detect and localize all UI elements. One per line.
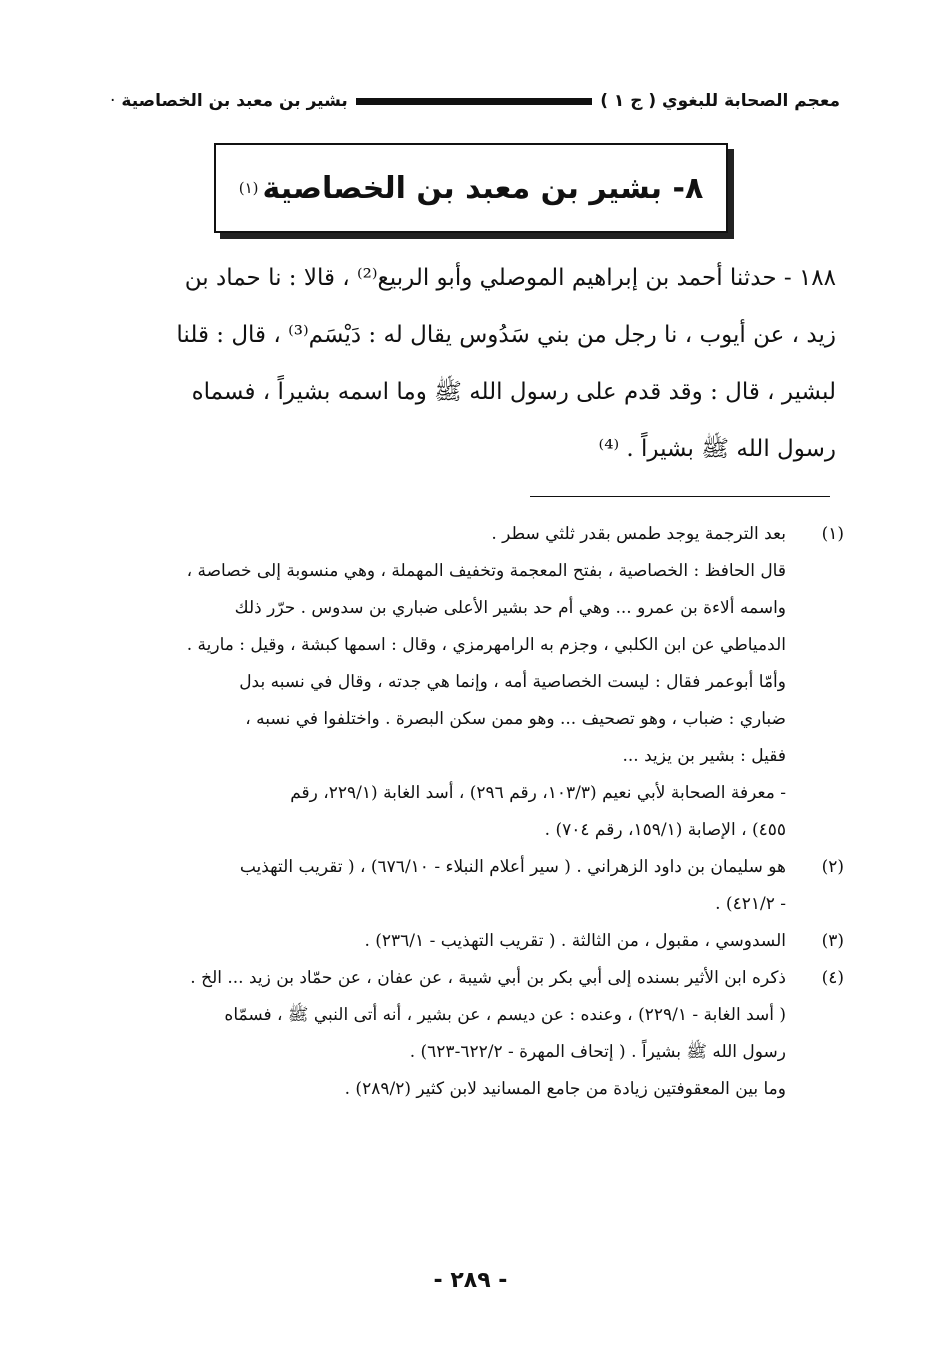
- page-number: - ٢٨٩ -: [433, 1268, 508, 1293]
- footnote-line: الدمياطي عن ابن الكلبي ، وجزم به الرامهرمزي ، وقال : اسمها كبشة ، وقيل : مارية .: [186, 635, 786, 655]
- footnote-4: [112, 960, 844, 1108]
- footnote-line: - ٤٢١/٢) .: [715, 894, 786, 914]
- footnote-line: - معرفة الصحابة لأبي نعيم (١٠٣/٣، رقم ٢٩٦) ، أسد الغابة (٢٢٩/١، رقم: [290, 783, 786, 803]
- running-header: [110, 86, 840, 116]
- footnote-line: فقيل : بشير بن يزيد ...: [622, 746, 786, 766]
- footnote-line: ذكره ابن الأثير بسنده إلى أبي بكر بن أبي شيبة ، عن عفان ، عن حمّاد بن زيد ... الخ .: [190, 968, 786, 988]
- footnote-number: (١): [821, 524, 844, 544]
- footnote-number: (٤): [821, 968, 844, 988]
- footnote-line: واسمه ألاءة بن عمرو ... وهي أم حد بشير الأعلى ضباري بن سدوس . حرّر ذلك: [234, 598, 786, 618]
- footnote-body: [112, 516, 786, 849]
- entry-title-box: [214, 143, 728, 233]
- entry-title: ٨- بشير بن معبد بن الخصاصية: [262, 170, 704, 206]
- footnote-line: رسول الله ﷺ بشيراً . ( إتحاف المهرة - ٦٢٢/٢-٦٢٣) .: [409, 1042, 786, 1062]
- footnote-line: وأمّا أبوعمر فقال : ليست الخصاصية أمه ، وإنما هي جدته ، وقال في نسبه بدل: [239, 672, 786, 692]
- footnote-body: [112, 923, 786, 960]
- footnotes: [112, 516, 844, 1108]
- hadith-line: ١٨٨ - حدثنا أحمد بن إبراهيم الموصلي وأبو الربيع⁽²⁾ ، قالا : نا حماد بن: [184, 265, 836, 291]
- footnote-line: ضباري : ضباب ، وهو تصحيف ... وهو ممن سكن البصرة . واختلفوا في نسبه ،: [245, 709, 786, 729]
- running-header-book-title: معجم الصحابة للبغوي ( ج ١ ): [600, 91, 840, 111]
- running-header-section-title: بشير بن معبد بن الخصاصية: [121, 91, 348, 111]
- footnote-line: وما بين المعقوفتين زيادة من جامع المسانيد لابن كثير (٢٨٩/٢) .: [344, 1079, 786, 1099]
- footnote-1: [112, 516, 844, 849]
- footnote-divider: [530, 496, 830, 497]
- hadith-line: زيد ، عن أيوب ، نا رجل من بني سَدُوس يقال له : دَيْسَم⁽³⁾ ، قال : قلنا: [176, 322, 836, 348]
- running-header-rule: [356, 98, 592, 105]
- footnote-body: [112, 960, 786, 1108]
- running-header-mark: ·: [110, 91, 116, 111]
- footnote-line: ( أسد الغابة - ٢٢٩/١) ، وعنده : عن ديسم ، عن بشير ، أنه أتى النبي ﷺ ، فسمّاه: [224, 1005, 786, 1025]
- footnote-line: بعد الترجمة يوجد طمس بقدر ثلثي سطر .: [491, 524, 786, 544]
- entry-title-note-ref: (١): [238, 179, 259, 197]
- footnote-body: [112, 849, 786, 923]
- footnote-line: قال الحافظ : الخصاصية ، بفتح المعجمة وتخفيف المهملة ، وهي منسوبة إلى خصاصة ،: [186, 561, 786, 581]
- footnote-line: ٤٥٥) ، الإصابة (١٥٩/١، رقم ٧٠٤) .: [544, 820, 786, 840]
- footnote-line: السدوسي ، مقبول ، من الثالثة . ( تقريب التهذيب - ٢٣٦/١) .: [364, 931, 786, 951]
- hadith-line: لبشير ، قال : وقد قدم على رسول الله ﷺ وما اسمه بشيراً ، فسماه: [191, 379, 836, 405]
- footnote-line: هو سليمان بن داود الزهراني . ( سير أعلام النبلاء - ٦٧٦/١٠) ، ( تقريب التهذيب: [239, 857, 786, 877]
- footnote-3: [112, 923, 844, 960]
- footnote-number: (٢): [821, 857, 844, 877]
- footnote-number: (٣): [821, 931, 844, 951]
- footnote-2: [112, 849, 844, 923]
- hadith-line: رسول الله ﷺ بشيراً . ⁽⁴⁾: [598, 436, 836, 462]
- hadith-text: [118, 250, 836, 478]
